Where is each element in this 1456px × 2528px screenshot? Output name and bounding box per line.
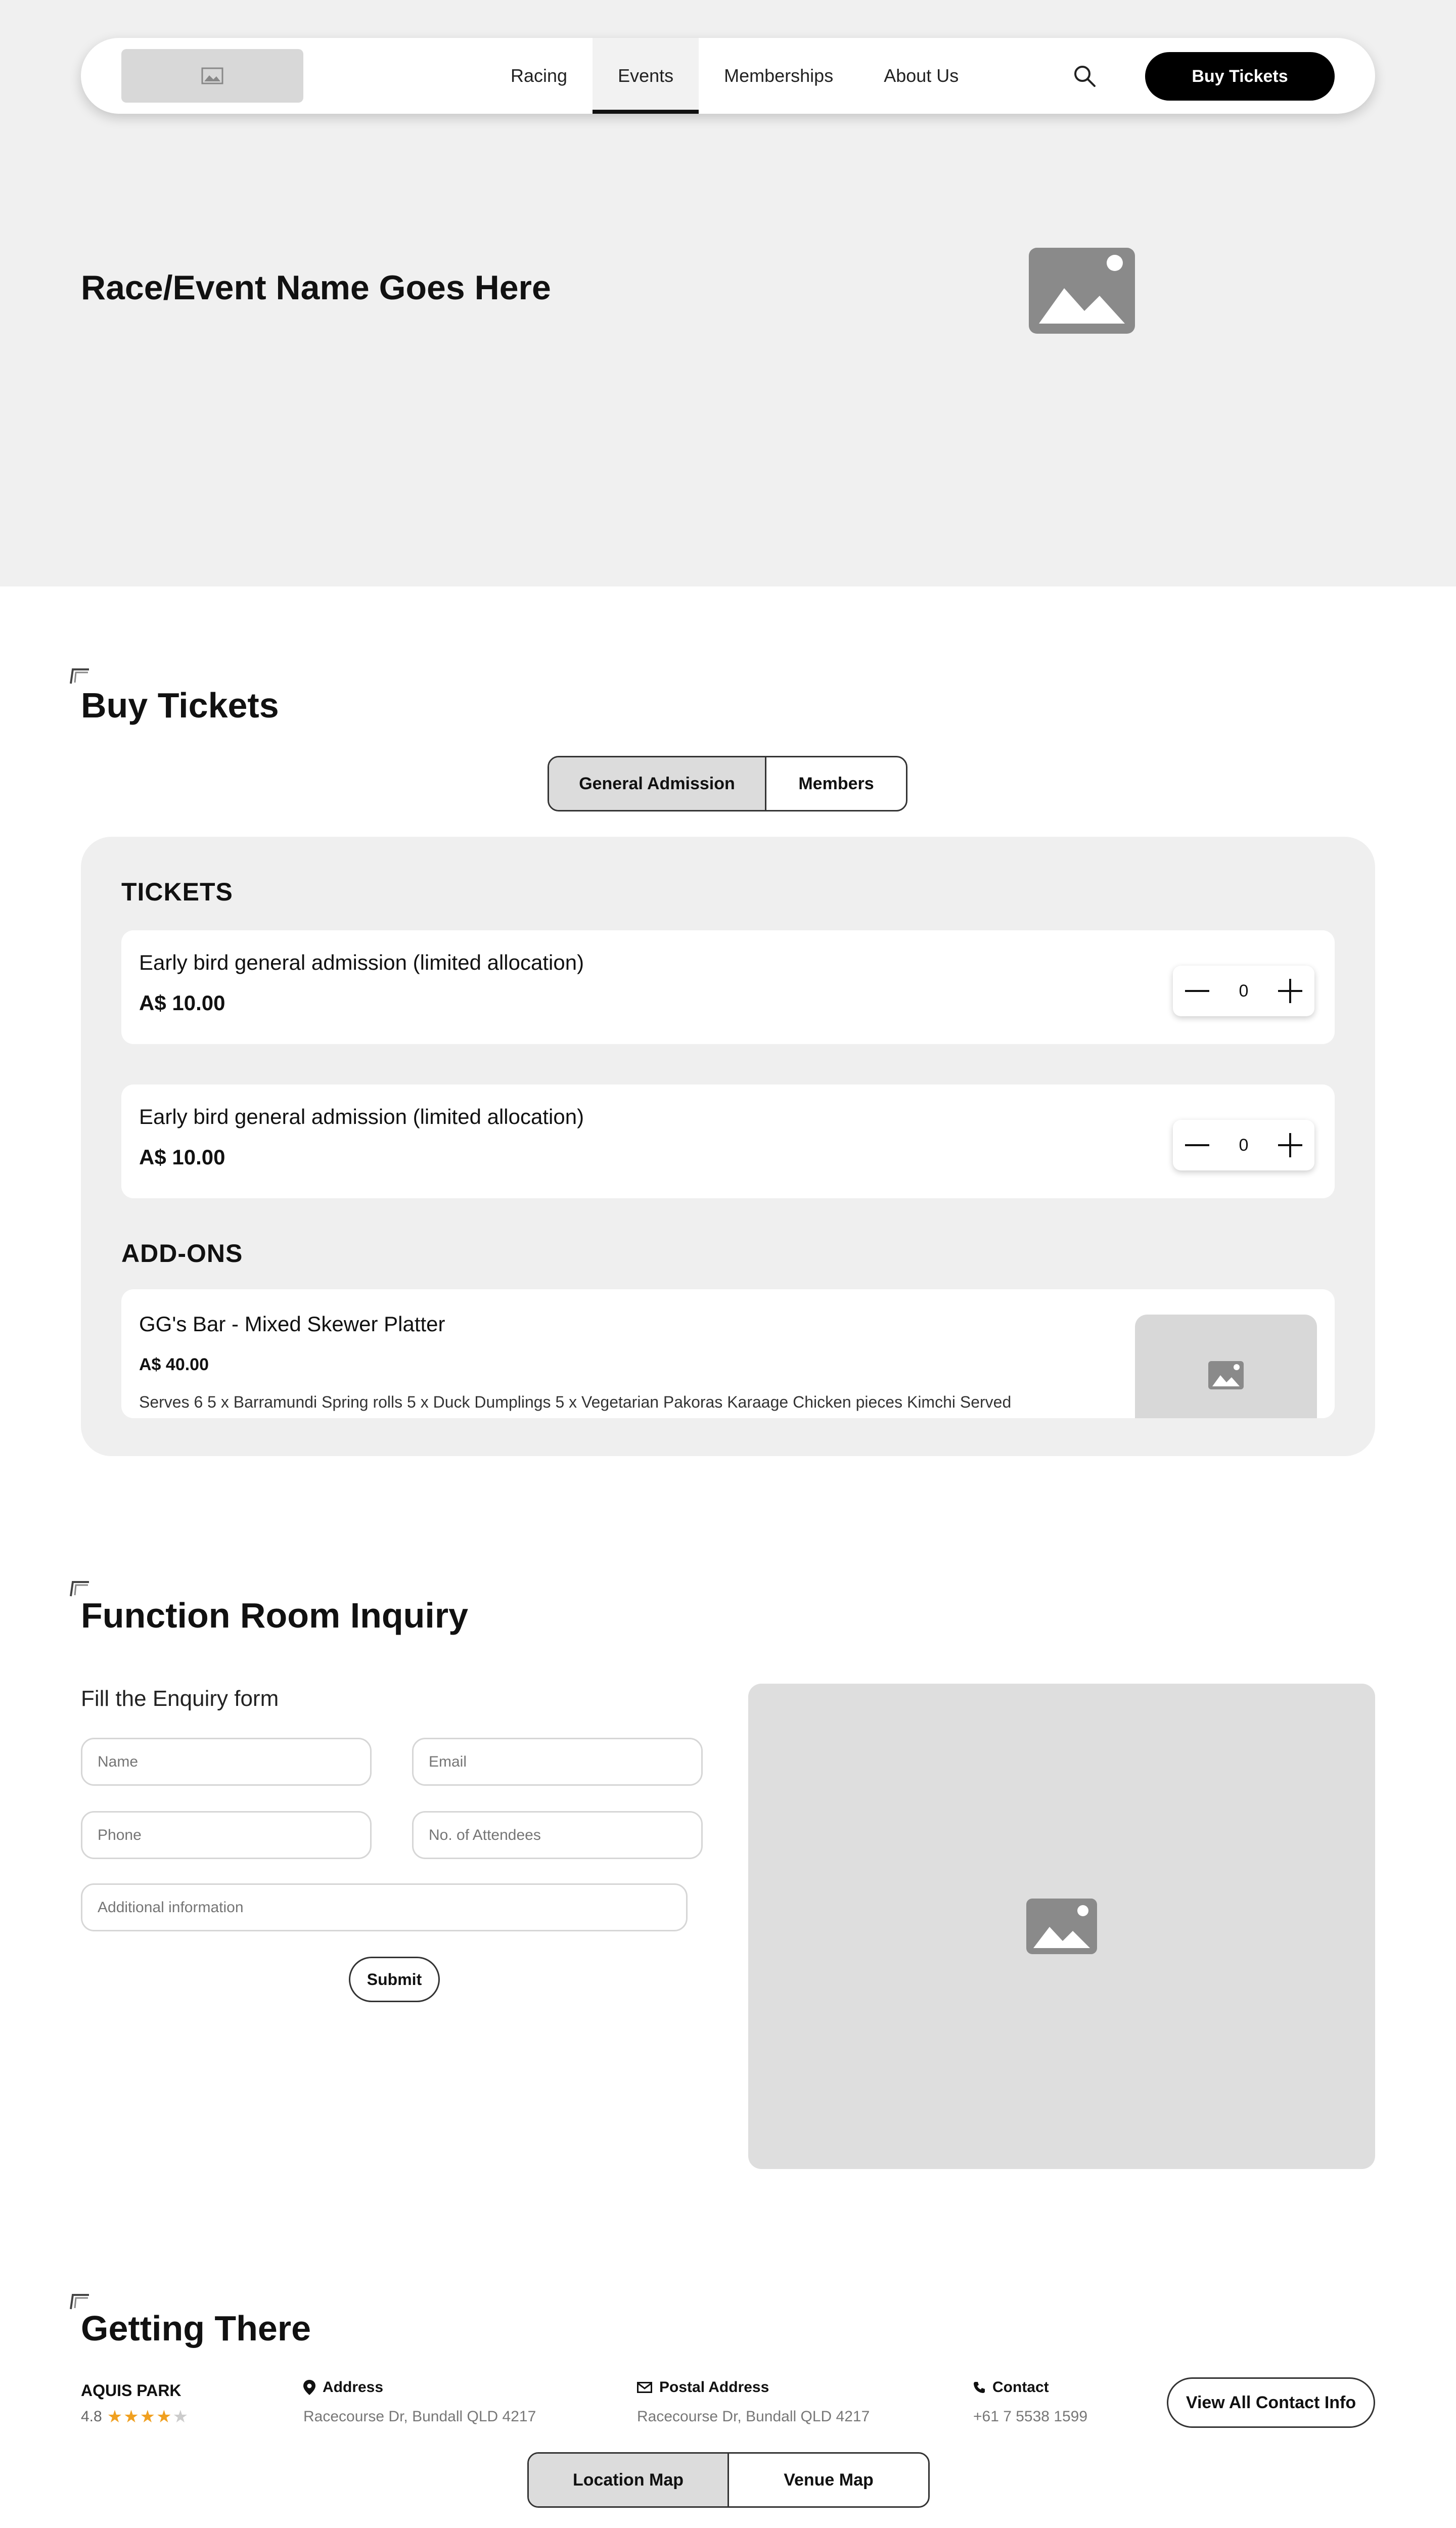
submit-button[interactable]: Submit bbox=[349, 1957, 440, 2002]
email-field[interactable] bbox=[412, 1738, 703, 1786]
addon-price: A$ 40.00 bbox=[139, 1355, 209, 1374]
quantity-value: 0 bbox=[1239, 1135, 1249, 1155]
plus-icon[interactable] bbox=[1275, 976, 1305, 1006]
tickets-heading: TICKETS bbox=[121, 878, 233, 906]
admission-toggle bbox=[548, 756, 907, 811]
postal-label: Postal Address bbox=[659, 2379, 769, 2396]
ticket-name: Early bird general admission (limited allocation) bbox=[139, 1105, 584, 1128]
nav-memberships[interactable]: Memberships bbox=[724, 65, 834, 86]
section-marker-icon bbox=[70, 1580, 90, 1597]
phone-icon bbox=[973, 2381, 985, 2394]
plus-icon[interactable] bbox=[1275, 1130, 1305, 1160]
image-placeholder-icon bbox=[1208, 1361, 1244, 1389]
ticket-price: A$ 10.00 bbox=[139, 991, 225, 1015]
image-placeholder-icon bbox=[1026, 1899, 1097, 1954]
addon-description: Serves 6 5 x Barramundi Spring rolls 5 x Duck Dumplings 5 x Vegetarian Pakoras Karaage Chicken pieces Kimchi Served bbox=[139, 1393, 1012, 1411]
postal-block bbox=[637, 2379, 870, 2425]
ticket-card bbox=[121, 930, 1335, 1044]
addon-image bbox=[1135, 1315, 1317, 1418]
mail-icon bbox=[637, 2382, 652, 2393]
function-room-title: Function Room Inquiry bbox=[81, 1596, 469, 1635]
nav-racing[interactable]: Racing bbox=[511, 65, 568, 86]
contact-value[interactable]: +61 7 5538 1599 bbox=[973, 2408, 1088, 2425]
contact-block bbox=[973, 2379, 1087, 2425]
view-all-contact-button[interactable]: View All Contact Info bbox=[1167, 2377, 1375, 2428]
buy-tickets-title: Buy Tickets bbox=[81, 686, 279, 725]
address-value: Racecourse Dr, Bundall QLD 4217 bbox=[303, 2408, 536, 2425]
members-tab[interactable]: Members bbox=[798, 774, 874, 793]
quantity-stepper bbox=[1173, 966, 1314, 1016]
tickets-panel bbox=[81, 837, 1375, 1456]
event-title: Race/Event Name Goes Here bbox=[81, 268, 551, 307]
section-marker-icon bbox=[70, 2293, 90, 2310]
quantity-stepper bbox=[1173, 1120, 1314, 1170]
minus-icon[interactable] bbox=[1182, 1130, 1212, 1160]
name-field[interactable] bbox=[81, 1738, 372, 1786]
location-pin-icon bbox=[303, 2380, 315, 2395]
ticket-name: Early bird general admission (limited allocation) bbox=[139, 951, 584, 974]
site-logo[interactable] bbox=[121, 49, 303, 103]
ticket-card bbox=[121, 1085, 1335, 1198]
addon-card bbox=[121, 1289, 1335, 1418]
general-admission-tab[interactable]: General Admission bbox=[549, 757, 766, 810]
address-block bbox=[303, 2379, 536, 2425]
function-room-image bbox=[748, 1684, 1375, 2169]
getting-there-title: Getting There bbox=[81, 2309, 311, 2348]
rating-value: 4.8 bbox=[81, 2408, 102, 2425]
attendees-field[interactable] bbox=[412, 1811, 703, 1859]
phone-field[interactable] bbox=[81, 1811, 372, 1859]
postal-value: Racecourse Dr, Bundall QLD 4217 bbox=[637, 2408, 870, 2425]
venue-name: AQUIS PARK bbox=[81, 2381, 181, 2400]
hero-section bbox=[0, 0, 1456, 586]
image-placeholder-icon bbox=[201, 67, 223, 84]
buy-tickets-button[interactable]: Buy Tickets bbox=[1145, 52, 1335, 101]
top-navigation bbox=[81, 38, 1375, 114]
section-marker-icon bbox=[70, 667, 90, 685]
contact-label: Contact bbox=[992, 2379, 1049, 2396]
quantity-value: 0 bbox=[1239, 981, 1249, 1001]
nav-about-us[interactable]: About Us bbox=[884, 65, 959, 86]
nav-links bbox=[485, 38, 984, 114]
additional-info-field[interactable] bbox=[81, 1883, 688, 1931]
image-placeholder-icon bbox=[1029, 248, 1135, 334]
search-icon[interactable] bbox=[1072, 63, 1097, 88]
location-map-tab[interactable]: Location Map bbox=[529, 2454, 729, 2506]
addon-name: GG's Bar - Mixed Skewer Platter bbox=[139, 1312, 445, 1336]
star-rating-icon: ★★★★★ bbox=[107, 2407, 190, 2426]
form-subtitle: Fill the Enquiry form bbox=[81, 1686, 279, 1711]
address-label: Address bbox=[323, 2379, 384, 2396]
addons-heading: ADD-ONS bbox=[121, 1239, 243, 1268]
map-toggle bbox=[527, 2452, 930, 2508]
ticket-price: A$ 10.00 bbox=[139, 1145, 225, 1169]
nav-events[interactable]: Events bbox=[593, 38, 699, 114]
venue-map-tab[interactable]: Venue Map bbox=[784, 2470, 874, 2490]
venue-rating bbox=[81, 2407, 189, 2427]
minus-icon[interactable] bbox=[1182, 976, 1212, 1006]
